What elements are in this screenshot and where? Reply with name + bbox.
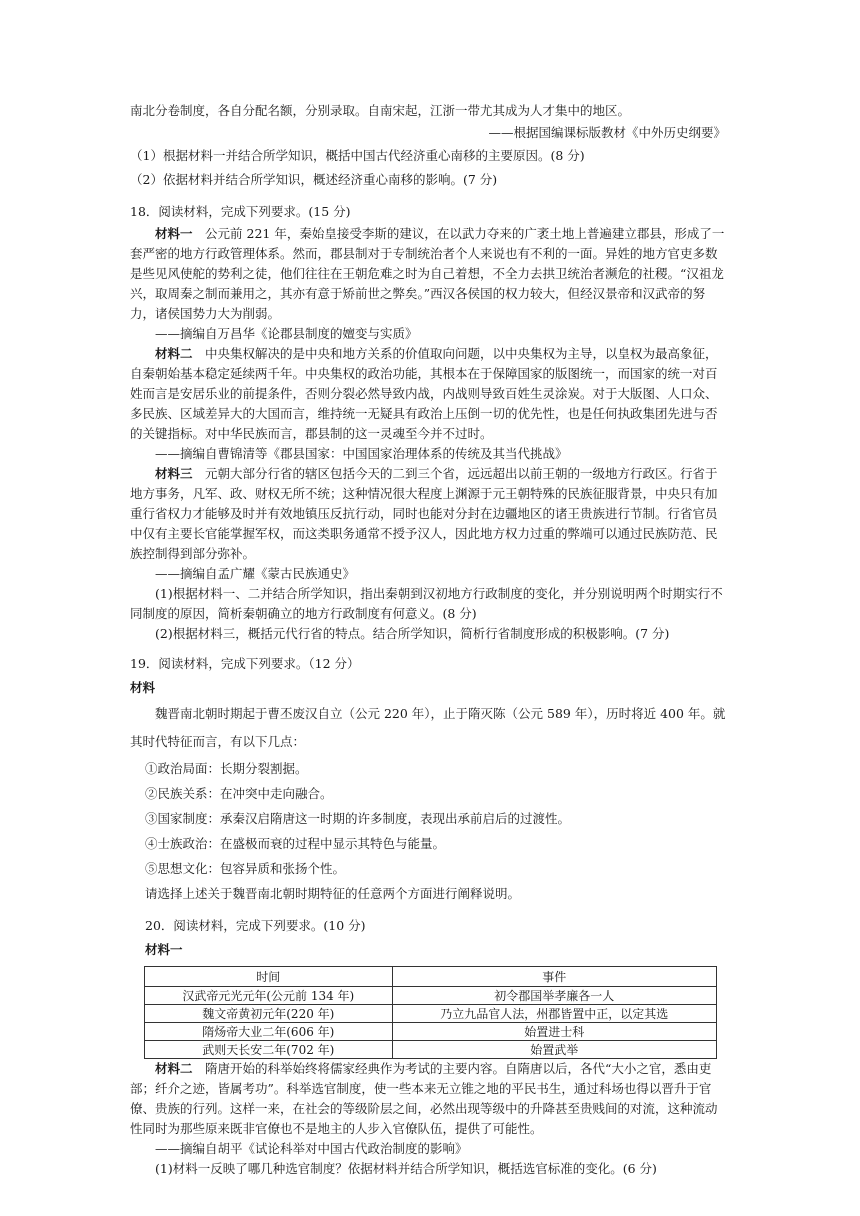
q18-m3-text: 元朝大部分行省的辖区包括今天的二到三个省，远远超出以前王朝的一级地方行政区。行省于地方事务，凡军、政、财权无所不统；这种情况很大程度上渊源于元王朝特殊的民族征服背景，中央只有加重行省权力才能够及时并有效地镇压反抗行动，同时也能对分封在边疆地区的诸王贵族进行节制。行省官员中仅有主要长官能掌握军权，而这类职务通常不授予汉人，因此地方权力过重的弊端可以通过民族防范、民族控制得到部分弥补。 bbox=[130, 466, 718, 561]
list-item: ②民族关系：在冲突中走向融合。 bbox=[145, 786, 333, 801]
q18-material2 bbox=[130, 344, 726, 444]
q20-m2-text: 隋唐开始的科举始终将儒家经典作为考试的主要内容。自隋唐以后，各代“大小之官，悉由吏部；纤介之迹，皆属考功”。科举选官制度，使一些本来无立锥之地的平民书生，通过科场也得以晋升于官僚、贵族的行列。这样一来，在社会的等级阶层之间，必然出现等级中的升降甚至贵贱间的对流，这种流动性同时为那些原来既非官僚也不是地主的人步入官僚队伍，提供了可能性。 bbox=[130, 1061, 718, 1136]
q17-sub1: （1）根据材料一并结合所学知识，概括中国古代经济重心南移的主要原因。(8 分) bbox=[130, 148, 585, 163]
list-item: ③国家制度：承秦汉启隋唐这一时期的许多制度，表现出承前启后的过渡性。 bbox=[145, 811, 571, 826]
q18-m2-text: 中央集权解决的是中央和地方关系的价值取向问题，以中央集权为主导，以皇权为最高象征，自秦朝始基本稳定延续两千年。中央集权的政治功能，其根本在于保障国家的版图统一，而国家的统一对百姓而言是安居乐业的前提条件，否则分裂必然导致内战，内战则导致百姓生灵涂炭。对于大版图、人口众、多民族、区域差异大的大国而言，维持统一无疑具有政治上压倒一切的优先性，也是任何执政集团先进与否的关键指标。对中华民族而言，郡县制的这一灵魂至今并不过时。 bbox=[130, 346, 718, 441]
q18-m1-text: 公元前 221 年，秦始皇接受李斯的建议，在以武力夺来的广袤土地上普遍建立郡县，形成了一套严密的地方行政管理体系。然而，郡县制对于专制统治者个人来说也有不利的一面。异姓的地方官吏多数是些见风使舵的势利之徒，他们往往在王朝危难之时为自己着想，不全力去拱卫统治者濒危的社稷。“汉祖龙兴，取周秦之制而兼用之，其亦有意于矫前世之弊矣。”西汉各侯国的权力较大，但经汉景帝和汉武帝的努力，诸侯国势力大为削弱。 bbox=[130, 226, 725, 321]
q19-material-label: 材料 bbox=[130, 680, 156, 695]
q18-m1-source: ——摘编自万昌华《论郡县制度的嬗变与实质》 bbox=[155, 326, 418, 341]
table-cell: 始置进士科 bbox=[392, 1023, 716, 1041]
table-cell: 初令郡国举孝廉各一人 bbox=[392, 987, 716, 1005]
q18-material3 bbox=[130, 464, 726, 564]
table-cell: 始置武举 bbox=[392, 1041, 716, 1059]
table-cell: 汉武帝元光元年(公元前 134 年) bbox=[145, 987, 393, 1005]
table-row bbox=[145, 987, 717, 1005]
q17-sub2: （2）依据材料并结合所学知识，概述经济重心南移的影响。(7 分) bbox=[130, 172, 498, 187]
q17-source: ——根据国编课标版教材《中外历史纲要》 bbox=[488, 125, 726, 140]
table-cell: 武则天长安二年(702 年) bbox=[145, 1041, 393, 1059]
q18-title: 18．阅读材料，完成下列要求。(15 分) bbox=[130, 204, 351, 219]
q18-m1-label: 材料一 bbox=[155, 226, 193, 241]
q19-list bbox=[130, 756, 726, 906]
table-row bbox=[145, 1041, 717, 1059]
q20-title: 20．阅读材料，完成下列要求。(10 分) bbox=[145, 918, 366, 933]
q19-prompt: 请选择上述关于魏晋南北朝时期特征的任意两个方面进行阐释说明。 bbox=[145, 886, 521, 901]
table-row bbox=[145, 1005, 717, 1023]
table-header: 事件 bbox=[392, 967, 716, 987]
table-header: 时间 bbox=[145, 967, 393, 987]
q18-material1 bbox=[130, 224, 726, 324]
table-cell: 乃立九品官人法，州郡皆置中正，以定其选 bbox=[392, 1005, 716, 1023]
q20-m1-label: 材料一 bbox=[145, 942, 183, 957]
q20-m2-label: 材料二 bbox=[155, 1061, 193, 1076]
q19-title: 19．阅读材料，完成下列要求。（12 分） bbox=[130, 656, 360, 671]
q19-intro: 魏晋南北朝时期起于曹丕废汉自立（公元 220 年），止于隋灭陈（公元 589 年），历时将近 400 年。就其时代特征而言，有以下几点： bbox=[130, 706, 726, 749]
q18-m2-label: 材料二 bbox=[155, 346, 193, 361]
list-item: ④士族政治：在盛极而衰的过程中显示其特色与能量。 bbox=[145, 836, 446, 851]
q17-continuation: 南北分卷制度，各自分配名额，分别录取。自南宋起，江浙一带尤其成为人才集中的地区。 bbox=[130, 103, 631, 118]
table-cell: 魏文帝黄初元年(220 年) bbox=[145, 1005, 393, 1023]
q20-sub1: (1)材料一反映了哪几种选官制度？依据材料并结合所学知识，概括选官标准的变化。(6 分) bbox=[155, 1161, 657, 1176]
table-header-row bbox=[145, 967, 717, 987]
q20-m2-source: ——摘编自胡平《试论科举对中国古代政治制度的影响》 bbox=[155, 1141, 468, 1156]
table-row bbox=[145, 1023, 717, 1041]
q20-table bbox=[144, 966, 717, 1059]
q18-m2-source: ——摘编自曹锦清等《郡县国家：中国国家治理体系的传统及其当代挑战》 bbox=[155, 446, 568, 461]
q20-material2 bbox=[130, 1059, 726, 1139]
list-item: ⑤思想文化：包容异质和张扬个性。 bbox=[145, 861, 346, 876]
list-item: ①政治局面：长期分裂割据。 bbox=[145, 761, 308, 776]
table-cell: 隋炀帝大业二年(606 年) bbox=[145, 1023, 393, 1041]
q18-sub2: (2)根据材料三，概括元代行省的特点。结合所学知识，简析行省制度形成的积极影响。(7 分) bbox=[155, 626, 670, 641]
exam-page bbox=[130, 100, 726, 1179]
q18-m3-label: 材料三 bbox=[155, 466, 193, 481]
q18-m3-source: ——摘编自孟广耀《蒙古民族通史》 bbox=[155, 566, 356, 581]
q18-sub1: (1)根据材料一、二并结合所学知识，指出秦朝到汉初地方行政制度的变化，并分别说明两个时期实行不同制度的原因，简析秦朝确立的地方行政制度有何意义。(8 分) bbox=[130, 586, 723, 621]
